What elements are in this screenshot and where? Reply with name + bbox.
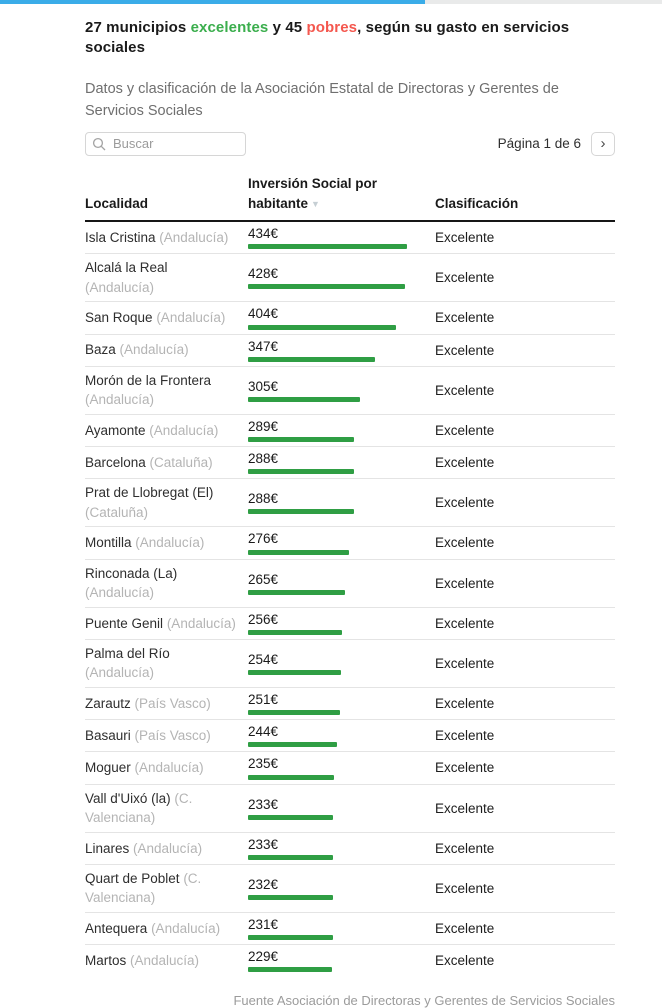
value-bar: [248, 967, 332, 972]
municipality-region: (Andalucía): [134, 760, 204, 776]
table-row: [85, 785, 615, 833]
value-label: 347€: [248, 338, 279, 354]
locality-cell: [85, 694, 248, 714]
table-body: [85, 222, 615, 976]
investment-cell: [248, 756, 435, 779]
search-input[interactable]: [85, 132, 246, 156]
locality-cell: [85, 340, 248, 360]
classification-cell: [435, 576, 615, 591]
table-row: [85, 913, 615, 945]
investment-cell: [248, 339, 435, 362]
municipality-region: (Andalucía): [149, 422, 219, 438]
value-label: 404€: [248, 306, 279, 322]
classification-cell: [435, 310, 615, 325]
municipality-name: Alcalá la Real: [85, 260, 168, 276]
table-row: [85, 254, 615, 302]
classification-cell: [435, 881, 615, 896]
classification-cell: [435, 455, 615, 470]
classification-cell: [435, 696, 615, 711]
investment-cell: [248, 949, 435, 972]
investment-cell: [248, 451, 435, 474]
classification-cell: [435, 801, 615, 816]
locality-cell: [85, 483, 248, 522]
municipality-region: (Andalucía): [85, 392, 155, 408]
value-label: 256€: [248, 611, 279, 627]
municipality-region: (Cataluña): [149, 454, 213, 470]
source-credit: Fuente Asociación de Directoras y Gerentes de Servicios Sociales: [233, 993, 615, 1008]
value-label: 231€: [248, 917, 279, 932]
municipality-name: Antequera: [85, 920, 152, 936]
classification-cell: [435, 760, 615, 775]
value-label: 251€: [248, 692, 279, 707]
municipality-region: (Andalucía): [135, 535, 205, 551]
value-bar: [248, 775, 334, 780]
municipality-region: (Andalucía): [151, 920, 221, 936]
investment-cell: [248, 572, 435, 595]
value-label: 232€: [248, 876, 279, 892]
value-label: 288€: [248, 491, 279, 507]
value-bar: [248, 630, 342, 635]
value-bar: [248, 244, 407, 249]
classification-cell: [435, 230, 615, 245]
classification-cell: [435, 953, 615, 968]
investment-cell: [248, 306, 435, 329]
value-bar: [248, 742, 337, 747]
municipality-name: Vall d'Uixó (la): [85, 790, 175, 806]
value-label: 265€: [248, 571, 279, 587]
classification-label: Excelente: [435, 310, 495, 326]
locality-cell: [85, 789, 248, 828]
classification-label: Excelente: [435, 921, 495, 937]
classification-cell: [435, 270, 615, 285]
investment-cell: [248, 877, 435, 900]
table-row: [85, 720, 615, 752]
value-bar: [248, 325, 396, 330]
classification-cell: [435, 343, 615, 358]
locality-cell: [85, 421, 248, 441]
investment-cell: [248, 692, 435, 715]
investment-cell: [248, 837, 435, 860]
value-label: 254€: [248, 651, 279, 667]
value-bar: [248, 469, 354, 474]
locality-cell: [85, 951, 248, 971]
title-highlight-excellent: excelentes: [190, 19, 269, 36]
municipality-region: (C. Valenciana): [85, 870, 202, 906]
locality-cell: [85, 453, 248, 473]
locality-cell: [85, 533, 248, 553]
value-label: 276€: [248, 531, 279, 547]
table-row: [85, 335, 615, 367]
locality-cell: [85, 839, 248, 859]
value-bar: [248, 590, 345, 595]
locality-cell: [85, 644, 248, 683]
classification-cell: [435, 656, 615, 671]
investment-cell: [248, 419, 435, 442]
investment-cell: [248, 226, 435, 249]
classification-cell: [435, 728, 615, 743]
classification-label: Excelente: [435, 880, 495, 896]
municipality-name: Basauri: [85, 728, 135, 743]
value-bar: [248, 815, 333, 820]
value-bar: [248, 895, 333, 900]
title-highlight-poor: pobres: [306, 19, 358, 36]
table-widget: [85, 18, 615, 1008]
sort-desc-icon: ▼: [311, 198, 320, 209]
municipality-name: Baza: [85, 342, 120, 358]
toolbar: [85, 132, 615, 156]
municipality-name: Barcelona: [85, 454, 150, 470]
municipality-name: Quart de Poblet: [85, 870, 184, 886]
municipality-name: San Roque: [85, 310, 157, 326]
classification-label: Excelente: [435, 342, 495, 358]
municipality-name: Puente Genil: [85, 615, 167, 631]
municipality-region: (País Vasco): [134, 695, 211, 711]
table-row: [85, 752, 615, 784]
table-row: [85, 367, 615, 415]
municipality-name: Moguer: [85, 760, 135, 776]
investment-cell: [248, 491, 435, 514]
municipality-name: Montilla: [85, 535, 136, 551]
title-text-mid: y 45: [268, 19, 307, 36]
classification-label: Excelente: [435, 495, 495, 511]
value-label: 233€: [248, 796, 279, 812]
value-label: 305€: [248, 378, 279, 394]
classification-cell: [435, 495, 615, 510]
locality-cell: [85, 228, 248, 248]
value-bar: [248, 855, 333, 860]
locality-cell: [85, 258, 248, 297]
table-row: [85, 447, 615, 479]
classification-label: Excelente: [435, 270, 495, 286]
value-label: 244€: [248, 724, 279, 740]
table-row: [85, 415, 615, 447]
top-progress-bar: [0, 0, 425, 4]
locality-cell: [85, 564, 248, 603]
classification-label: Excelente: [435, 655, 495, 671]
chevron-right-icon: ›: [600, 134, 606, 152]
classification-cell: [435, 423, 615, 438]
municipality-name: Rinconada (La): [85, 565, 178, 581]
page-indicator: Página 1 de 6: [497, 136, 581, 152]
locality-cell: [85, 758, 248, 778]
classification-label: Excelente: [435, 575, 495, 591]
table-row: [85, 222, 615, 254]
table-header-row: [85, 174, 615, 222]
value-label: 289€: [248, 418, 279, 434]
value-label: 434€: [248, 226, 279, 242]
locality-cell: [85, 371, 248, 410]
municipality-region: (Andalucía): [166, 615, 236, 631]
investment-cell: [248, 917, 435, 940]
value-bar: [248, 397, 360, 402]
municipality-name: Prat de Llobregat (El): [85, 485, 214, 501]
municipality-name: Palma del Río: [85, 645, 170, 661]
locality-cell: [85, 919, 248, 939]
investment-cell: [248, 266, 435, 289]
table-row: [85, 479, 615, 527]
classification-cell: [435, 841, 615, 856]
municipality-name: Morón de la Frontera: [85, 372, 212, 388]
value-label: 288€: [248, 451, 279, 467]
table-row: [85, 688, 615, 720]
municipality-name: Isla Cristina: [85, 229, 160, 245]
value-bar: [248, 509, 354, 514]
investment-cell: [248, 797, 435, 820]
column-header-investment[interactable]: [248, 174, 435, 213]
table-row: [85, 527, 615, 559]
municipality-region: (Andalucía): [130, 953, 200, 968]
classification-label: Excelente: [435, 382, 495, 398]
value-bar: [248, 437, 354, 442]
title-text-suffix: , según su gasto en servicios sociales: [85, 19, 570, 56]
value-label: 428€: [248, 266, 279, 282]
table-row: [85, 833, 615, 865]
locality-cell: [85, 308, 248, 328]
value-label: 235€: [248, 756, 279, 772]
municipality-name: Zarautz: [85, 695, 135, 711]
table-row: [85, 865, 615, 913]
data-table: [85, 174, 615, 976]
classification-label: Excelente: [435, 615, 495, 631]
table-row: [85, 640, 615, 688]
value-bar: [248, 710, 340, 715]
pagination: [498, 132, 615, 156]
municipality-region: (Cataluña): [85, 504, 149, 520]
investment-cell: [248, 379, 435, 402]
municipality-name: Linares: [85, 840, 134, 856]
investment-cell: [248, 652, 435, 675]
municipality-name: Martos: [85, 953, 131, 968]
classification-cell: [435, 535, 615, 550]
value-label: 229€: [248, 949, 279, 965]
classification-label: Excelente: [435, 535, 495, 551]
municipality-region: (Andalucía): [85, 585, 155, 601]
classification-cell: [435, 383, 615, 398]
municipality-region: (Andalucía): [133, 840, 203, 856]
municipality-region: (C. Valenciana): [85, 790, 193, 826]
municipality-region: (Andalucía): [119, 342, 189, 358]
value-bar: [248, 284, 405, 289]
classification-label: Excelente: [435, 230, 495, 246]
municipality-name: Ayamonte: [85, 422, 150, 438]
classification-label: Excelente: [435, 953, 495, 969]
page-subtitle: Datos y clasificación de la Asociación Estatal de Directoras y Gerentes de Servicios Sociales: [85, 81, 559, 120]
value-bar: [248, 550, 349, 555]
value-label: 233€: [248, 836, 279, 852]
classification-label: Excelente: [435, 455, 495, 471]
investment-cell: [248, 531, 435, 554]
top-progress-track: [0, 0, 662, 4]
value-bar: [248, 935, 333, 940]
page-title: [85, 18, 615, 57]
classification-label: Excelente: [435, 760, 495, 776]
classification-cell: [435, 616, 615, 631]
column-header-classification[interactable]: Clasificación: [435, 195, 519, 211]
investment-cell: [248, 612, 435, 635]
municipality-region: (País Vasco): [134, 728, 211, 743]
column-header-investment-label: Inversión Social por habitante: [248, 175, 378, 211]
search-box: [85, 132, 246, 156]
classification-label: Excelente: [435, 422, 495, 438]
table-row: [85, 608, 615, 640]
investment-cell: [248, 724, 435, 747]
municipality-region: (Andalucía): [85, 665, 155, 681]
table-row: [85, 302, 615, 334]
next-page-button[interactable]: [591, 132, 615, 156]
value-bar: [248, 670, 341, 675]
column-header-locality[interactable]: Localidad: [85, 195, 149, 211]
municipality-region: (Andalucía): [156, 310, 226, 326]
table-row: [85, 560, 615, 608]
locality-cell: [85, 614, 248, 634]
classification-label: Excelente: [435, 728, 495, 744]
classification-cell: [435, 921, 615, 936]
municipality-region: (Andalucía): [85, 279, 155, 295]
title-text: 27 municipios: [85, 19, 191, 36]
locality-cell: [85, 869, 248, 908]
table-row: [85, 945, 615, 976]
classification-label: Excelente: [435, 800, 495, 816]
locality-cell: [85, 726, 248, 746]
classification-label: Excelente: [435, 696, 495, 712]
classification-label: Excelente: [435, 840, 495, 856]
value-bar: [248, 357, 375, 362]
municipality-region: (Andalucía): [159, 229, 229, 245]
